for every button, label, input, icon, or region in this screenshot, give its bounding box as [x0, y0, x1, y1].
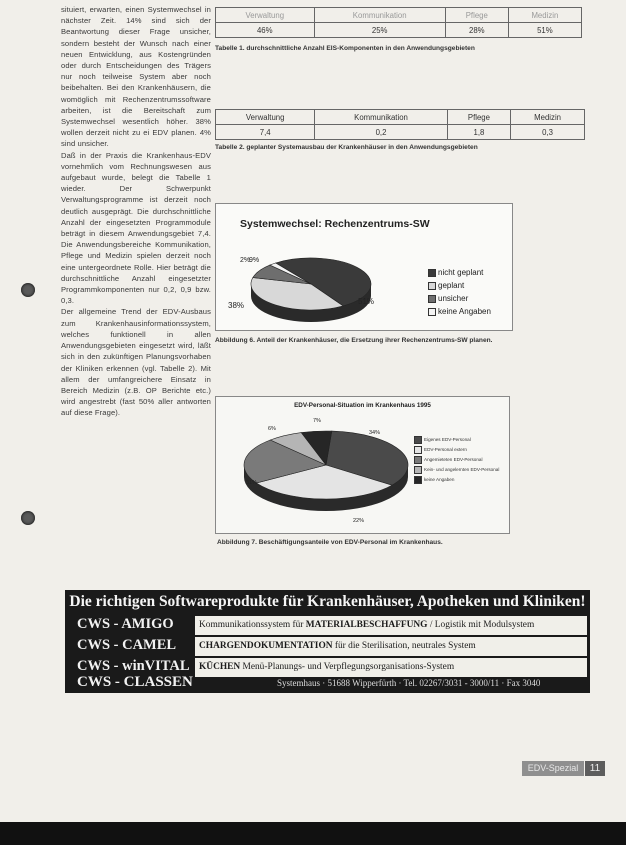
legend-swatch: [428, 269, 436, 277]
legend-swatch: [414, 446, 422, 454]
pie-slice-label: 22%: [353, 518, 365, 524]
legend-entry: [414, 445, 506, 455]
product-name: CWS - winVITAL: [77, 658, 190, 674]
table-2-header: Kommunikation: [315, 110, 447, 125]
body-text-column: [61, 4, 211, 419]
table-1-header: Kommunikation: [314, 8, 445, 23]
product-desc-box: [195, 637, 587, 656]
chart-2-caption: Abbildung 7. Beschäftigungsanteile von EDV-Personal im Krankenhaus.: [217, 539, 443, 546]
table-2: [215, 109, 585, 140]
pie-slice-label: 6%: [268, 426, 276, 432]
legend-label: keine Angaben: [424, 477, 455, 482]
table-1-header: Pflege: [445, 8, 508, 23]
chart-2-legend: [414, 435, 506, 485]
table-2-header: Pflege: [447, 110, 510, 125]
legend-label: unsicher: [438, 294, 469, 303]
advertisement-banner: [65, 590, 590, 693]
chart-1-legend: [428, 266, 491, 318]
legend-swatch: [414, 456, 422, 464]
chart-edv-personal: [215, 396, 510, 534]
product-desc-keyword: CHARGENDOKUMENTATION: [199, 641, 333, 651]
legend-entry: [428, 305, 491, 318]
product-desc-suffix: Menü-Planungs- und Verpflegungsorganisations-System: [240, 662, 455, 672]
legend-label: Eigenes EDV-Personal: [424, 437, 471, 442]
product-desc-keyword: KÜCHEN: [199, 662, 241, 672]
product-desc: [199, 620, 534, 630]
legend-entry: [414, 435, 506, 445]
product-name: CWS - CAMEL: [77, 637, 177, 653]
section-tag: EDV-Spezial: [522, 761, 584, 776]
pie-slice-label: 7%: [313, 418, 321, 424]
pie-slice-label: 34%: [369, 430, 381, 436]
product-row: [65, 616, 590, 637]
table-1-cell: 28%: [445, 23, 508, 38]
body-paragraph-1: situiert, erwarten, einen Systemwechsel in nächster Zeit. 14% sind sich der Beantwortung dieser Frage unsicher, sondern besteht der Wunsch nach einer neuen Entwicklung, aus Kostengründen oder durch Entscheidungen des Trägers nur noch teilweise System aber noch beibehalten. Bei den Krankenhäusern, die womöglich mit Rechenzentrumssoftware arbeiten, ist die Bereitschaft zum Systemwechsel wesentlich höher. 38% wollen derzeit nicht zu ei EDV planen. 4% sind unsicher.: [61, 5, 211, 149]
legend-entry: [428, 292, 491, 305]
chart-1-title: Systemwechsel: Rechenzentrums-SW: [240, 218, 430, 230]
table-1-value-row: [216, 23, 582, 38]
table-2-header-row: [216, 110, 585, 125]
table-2-cell: 1,8: [447, 125, 510, 140]
legend-swatch: [414, 476, 422, 484]
legend-swatch: [428, 295, 436, 303]
table-2-cell: 0,2: [315, 125, 447, 140]
product-desc-suffix: / Logistik mit Modulsystem: [427, 620, 535, 630]
table-1-header-row: [216, 8, 582, 23]
legend-label: Angemieteten EDV-Personal: [424, 457, 483, 462]
table-2-header: Medizin: [511, 110, 585, 125]
table-2-header: Verwaltung: [216, 110, 315, 125]
table-2-cell: 7,4: [216, 125, 315, 140]
pie-slice-label: 51%: [358, 297, 375, 306]
legend-entry: [428, 279, 491, 292]
company-contact: Systemhaus · 51688 Wipperfürth · Tel. 02267/3031 - 3000/11 · Fax 3040: [277, 678, 541, 688]
legend-swatch: [414, 436, 422, 444]
legend-label: Kein- und angelernten EDV-Personal: [424, 467, 500, 472]
table-1-cell: 46%: [216, 23, 315, 38]
banner-title: Die richtigen Softwareprodukte für Krankenhäuser, Apotheken und Kliniken!: [69, 593, 586, 610]
body-paragraph-2: Daß in der Praxis die Krankenhaus-EDV vornehmlich vom Rechnungswesen aus aufgebaut wurde, belegt die Tabelle 1 wieder. Der Schwerpunkt Verwaltungsprogramme ist derzeit noch deutlich ausgeprägt. Die durchschnittliche Anzahl der eingesetzten Programmodule beträgt in diesem Anwendungsgebiet 7,4. Die Anwendungsbereiche Kommunikation, Pflege und Medizin spielen derzeit noch eine untergeordnete Rolle. Hier beträgt die durchschnittliche Anzahl eingesetzter Programmkomponenten nur 0,2, 0,9 bzw. 0,3.: [61, 150, 211, 306]
pie-slice-label: 9%: [249, 257, 260, 264]
binder-hole-bottom: [21, 511, 35, 525]
table-2-cell: 0,3: [511, 125, 585, 140]
legend-label: EDV-Personal extern: [424, 447, 467, 452]
product-desc: [199, 662, 454, 672]
table-1-cell: 51%: [508, 23, 581, 38]
chart-systemwechsel: [215, 203, 513, 331]
product-desc: [199, 641, 476, 651]
legend-entry: [428, 266, 491, 279]
legend-label: nicht geplant: [438, 268, 484, 277]
table-1-caption: Tabelle 1. durchschnittliche Anzahl EIS-Komponenten in den Anwendungsgebieten: [215, 45, 475, 52]
product-desc-suffix: für die Sterilisation, neutrales System: [332, 641, 476, 651]
legend-entry: [414, 465, 506, 475]
binder-hole-top: [21, 283, 35, 297]
product-desc-prefix: Kommunikationssystem für: [199, 620, 306, 630]
scan-bottom-edge: [0, 822, 626, 845]
table-2-caption: Tabelle 2. geplanter Systemausbau der Krankenhäuser in den Anwendungsgebieten: [215, 144, 478, 151]
table-1-cell: 25%: [314, 23, 445, 38]
pie-slice-label: 2%: [240, 257, 251, 264]
company-row: [65, 674, 590, 693]
legend-label: keine Angaben: [438, 307, 491, 316]
chart-2-title: EDV-Personal-Situation im Krankenhaus 1995: [294, 402, 431, 409]
product-name: CWS - AMIGO: [77, 616, 174, 632]
table-1-header: Medizin: [508, 8, 581, 23]
page-number: 11: [585, 761, 605, 776]
product-row: [65, 637, 590, 658]
pie-slice-label: 31%: [246, 480, 258, 486]
legend-swatch: [428, 308, 436, 316]
company-name: CWS - CLASSEN: [77, 674, 193, 690]
table-1: [215, 7, 582, 38]
legend-swatch: [428, 282, 436, 290]
table-2-value-row: [216, 125, 585, 140]
product-desc-keyword: MATERIALBESCHAFFUNG: [305, 620, 428, 630]
legend-swatch: [414, 466, 422, 474]
product-desc-box: [195, 616, 587, 635]
pie-slice-label: 38%: [228, 301, 245, 310]
table-1-header: Verwaltung: [216, 8, 315, 23]
legend-label: geplant: [438, 281, 465, 290]
chart-1-caption: Abbildung 6. Anteil der Krankenhäuser, die Ersetzung ihrer Rechenzentrums-SW planen.: [215, 337, 493, 344]
legend-entry: [414, 475, 506, 485]
body-paragraph-3: Der allgemeine Trend der EDV-Ausbaus zum Krankenhausinformationssystem, welches funktionell in allen Anwendungsgebieten eingesetzt wird, läßt sich in den zukünftigen Planungsvorhaben der Kliniken erkennen (vgl. Tabelle 2). Mit allem der umfangreichere Einsatz in Bereich Medizin (z.B. OP Berichte etc.) wird angestrebt (fast 50% aller antworten auf diese Frage).: [61, 307, 211, 418]
legend-entry: [414, 455, 506, 465]
